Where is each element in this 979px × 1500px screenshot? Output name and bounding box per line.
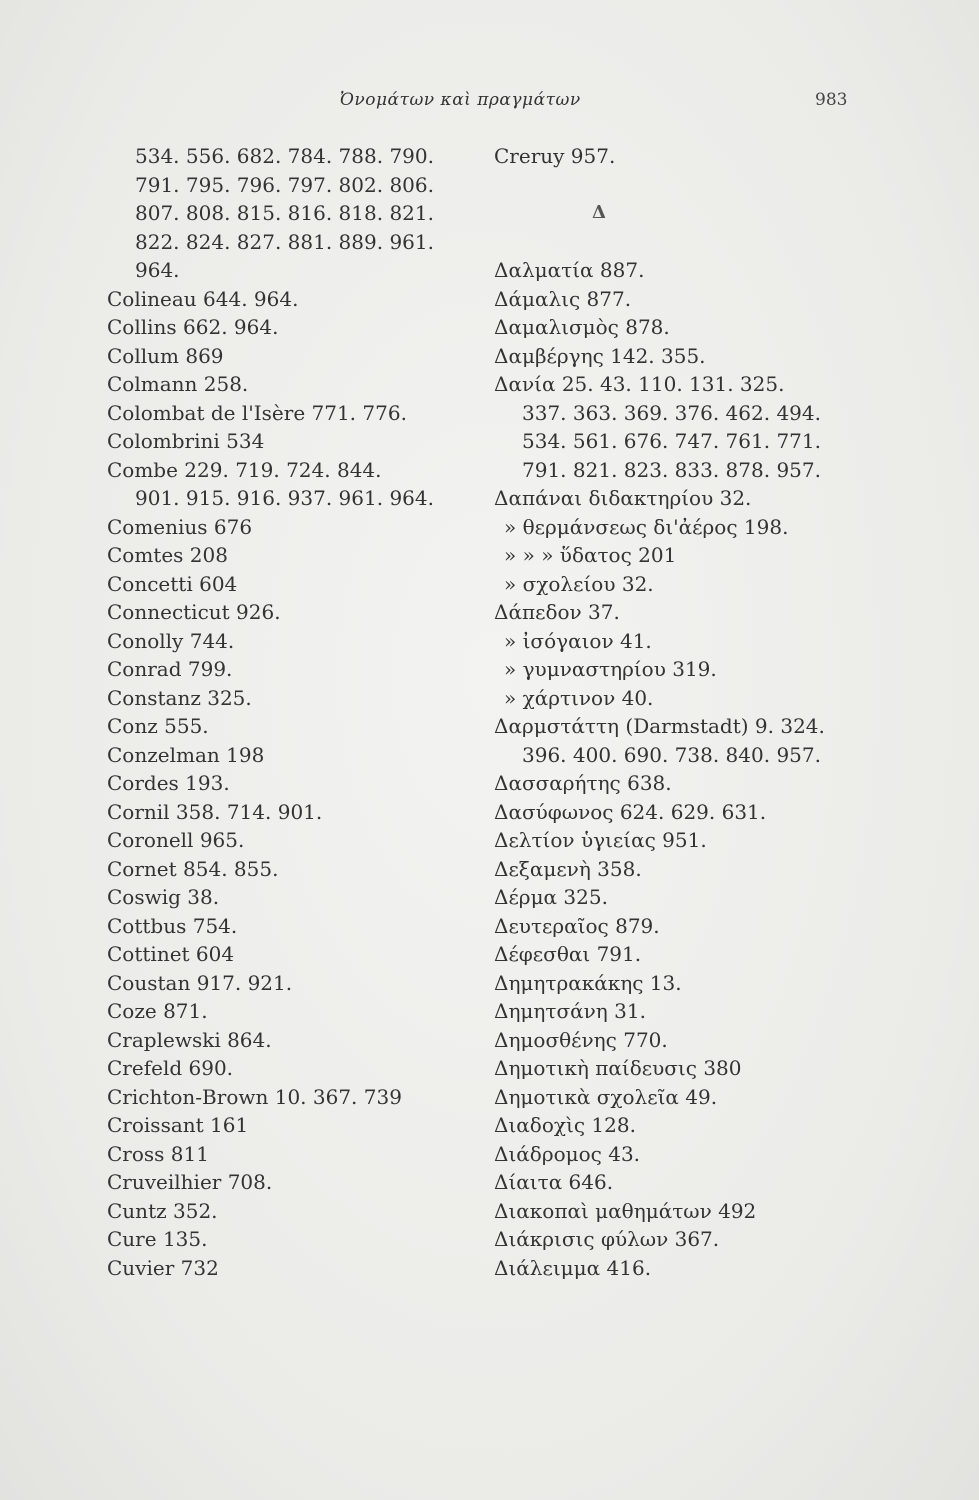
index-entry: Δασσαρήτης 638. (494, 771, 672, 795)
blank-line (494, 171, 864, 200)
index-column-left (107, 142, 477, 1282)
index-entry: Cuvier 732 (107, 1255, 219, 1280)
index-entry: Colombrini 534 (107, 429, 265, 453)
index-entry: » » » ὕδατος 201 (504, 543, 677, 567)
index-entry: 791. 821. 823. 833. 878. 957. (522, 457, 821, 482)
index-entry: Δέφεσθαι 791. (494, 942, 642, 966)
index-entry: Cure 135. (107, 1227, 208, 1251)
index-entry: Διακοπαὶ μαθημάτων 492 (494, 1198, 757, 1223)
index-entry: Colineau 644. 964. (107, 286, 299, 311)
index-entry: Conrad 799. (107, 657, 233, 681)
index-entry: Διαδοχὶς 128. (494, 1113, 636, 1137)
index-entry: » σχολείου 32. (504, 571, 654, 596)
index-entry: Δελτίον ὑγιείας 951. (494, 828, 707, 852)
index-entry: Comtes 208 (107, 543, 228, 567)
index-entry: Cross 811 (107, 1141, 209, 1166)
index-entry: Constanz 325. (107, 685, 252, 710)
index-entry: Cottinet 604 (107, 942, 235, 966)
index-column-right (494, 142, 864, 1282)
section-letter: Δ (592, 202, 606, 223)
index-entry: 337. 363. 369. 376. 462. 494. (522, 400, 821, 425)
index-entry: Διάλειμμα 416. (494, 1255, 652, 1280)
index-entry: Δαμαλισμὸς 878. (494, 315, 670, 339)
index-entry: » γυμναστηρίου 319. (504, 657, 717, 681)
index-entry: Conolly 744. (107, 628, 235, 653)
index-entry: Δημητσάνη 31. (494, 999, 646, 1023)
index-entry: Conz 555. (107, 714, 209, 738)
index-entry: Cuntz 352. (107, 1198, 218, 1223)
index-entry: Δέρμα 325. (494, 885, 608, 909)
index-entry: Coswig 38. (107, 885, 220, 909)
index-entry: 534. 556. 682. 784. 788. 790. (135, 144, 434, 168)
index-entry: Δαρμστάττη (Darmstadt) 9. 324. (494, 714, 825, 738)
index-entry: Δαμβέργης 142. 355. (494, 343, 706, 368)
page-number: 983 (815, 90, 848, 110)
index-entry: Δίαιτα 646. (494, 1170, 614, 1194)
index-entry: Colombat de l'Isère 771. 776. (107, 400, 407, 425)
index-entry: Cornet 854. 855. (107, 856, 279, 881)
index-entry: Cottbus 754. (107, 913, 238, 938)
index-entry: Cruveilhier 708. (107, 1170, 273, 1194)
index-entry: Δεξαμενὴ 358. (494, 856, 642, 881)
index-entry: Creruy 957. (494, 144, 616, 168)
index-entry: Conzelman 198 (107, 742, 265, 767)
index-entry: 534. 561. 676. 747. 761. 771. (522, 429, 821, 453)
index-entry: 822. 824. 827. 881. 889. 961. (135, 229, 434, 254)
index-entry: Colmann 258. (107, 372, 249, 396)
index-entry: Concetti 604 (107, 571, 238, 596)
index-entry: Craplewski 864. (107, 1027, 272, 1052)
index-entry: Δημοτικὴ παίδευσις 380 (494, 1056, 742, 1080)
index-entry: Connecticut 926. (107, 600, 281, 624)
index-entry: 964. (135, 258, 180, 282)
index-entry: Δαλματία 887. (494, 258, 645, 282)
index-entry: 901. 915. 916. 937. 961. 964. (135, 486, 434, 510)
index-entry: Combe 229. 719. 724. 844. (107, 457, 382, 482)
index-entry: 791. 795. 796. 797. 802. 806. (135, 172, 434, 197)
index-entry: Coronell 965. (107, 828, 245, 852)
blank-line (494, 228, 864, 257)
index-entry: Δαπάναι διδακτηρίου 32. (494, 486, 752, 510)
index-entry: Collum 869 (107, 343, 224, 368)
index-entry: » θερμάνσεως δι'ἀέρος 198. (504, 514, 789, 539)
running-title: Ὀνομάτων καὶ πραγμάτων (340, 90, 581, 110)
index-entry: Crichton-Brown 10. 367. 739 (107, 1084, 402, 1109)
index-entry: Δημητρακάκης 13. (494, 970, 682, 995)
index-entry: Collins 662. 964. (107, 315, 279, 339)
index-entry: Δασύφωνος 624. 629. 631. (494, 799, 767, 824)
index-entry: 396. 400. 690. 738. 840. 957. (522, 742, 821, 767)
index-entry: Διάδρομος 43. (494, 1141, 641, 1166)
index-entry: Croissant 161 (107, 1113, 249, 1137)
page-header (0, 90, 979, 116)
index-entry: Cordes 193. (107, 771, 230, 795)
index-entry: Δανία 25. 43. 110. 131. 325. (494, 372, 785, 396)
index-entry: 807. 808. 815. 816. 818. 821. (135, 201, 434, 225)
index-entry: » χάρτινον 40. (504, 685, 654, 710)
index-entry: Διάκρισις φύλων 367. (494, 1227, 720, 1251)
index-entry: Δάμαλις 877. (494, 286, 632, 311)
index-entry: Δάπεδον 37. (494, 600, 620, 624)
index-entry: » ἰσόγαιον 41. (504, 628, 652, 653)
index-entry: Δευτεραῖος 879. (494, 913, 660, 938)
index-entry: Comenius 676 (107, 514, 253, 539)
index-entry: Coze 871. (107, 999, 208, 1023)
index-entry: Crefeld 690. (107, 1056, 234, 1080)
index-entry: Δημοσθένης 770. (494, 1027, 668, 1052)
index-entry: Coustan 917. 921. (107, 970, 293, 995)
index-entry: Δημοτικὰ σχολεῖα 49. (494, 1084, 718, 1109)
index-entry: Cornil 358. 714. 901. (107, 799, 323, 824)
